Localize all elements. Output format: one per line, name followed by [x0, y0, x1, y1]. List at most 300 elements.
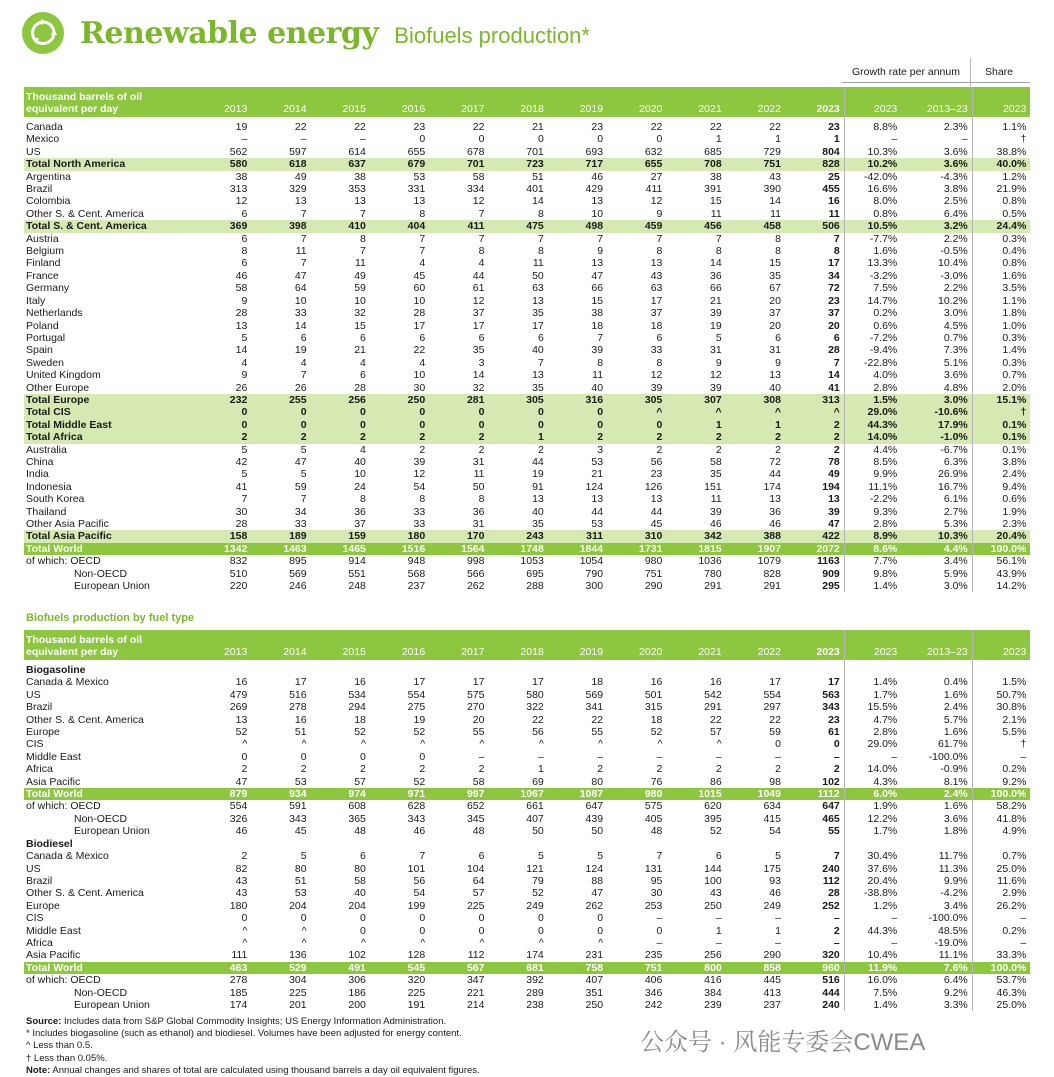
table-row — [24, 307, 1030, 319]
row-label: Europe — [26, 726, 60, 739]
renewable-recycle-icon — [22, 12, 64, 54]
value-cell: 58 — [354, 874, 366, 887]
value-cell: 58 — [472, 170, 485, 183]
year-header: 2013 — [192, 87, 251, 117]
value-cell: 7 — [478, 207, 485, 220]
table-row — [24, 900, 1030, 912]
value-cell: 0 — [488, 406, 547, 418]
year-header: 2016 — [370, 87, 429, 117]
value-cell: 22 — [709, 121, 722, 133]
value-cell: 98 — [769, 775, 781, 788]
growth-header: 2013–23 — [901, 87, 972, 117]
value-cell: ^ — [598, 738, 604, 751]
value-cell: 19 — [235, 121, 248, 133]
value-cell: 0 — [370, 406, 429, 418]
value-cell: 13 — [591, 195, 604, 208]
value-cell — [370, 664, 429, 676]
value-cell: ^ — [716, 738, 722, 751]
value-cell: 33 — [294, 307, 307, 320]
value-cell: 5 — [715, 331, 722, 344]
row-label: CIS — [26, 738, 44, 751]
growth-cell: 44.3% — [844, 925, 901, 937]
table-row — [24, 332, 1030, 344]
total-row — [24, 431, 1030, 443]
growth-cell: 14.0% — [844, 763, 901, 775]
value-cell: 238 — [526, 998, 544, 1011]
value-cell: 11 — [473, 468, 485, 481]
source-label: Source: — [26, 1016, 62, 1027]
value-cell: 0 — [478, 924, 485, 937]
value-cell: 618 — [251, 158, 310, 170]
year-header: 2018 — [488, 87, 547, 117]
growth-cell: 4.3% — [844, 776, 901, 788]
table-row — [24, 726, 1030, 738]
value-cell: 11 — [828, 207, 840, 220]
year-header: 2022 — [726, 87, 785, 117]
growth-cell: 5.9% — [943, 567, 968, 580]
value-cell: 1 — [488, 431, 547, 443]
value-cell: 262 — [585, 899, 604, 912]
row-label: Total Europe — [24, 394, 192, 406]
value-cell: 6 — [300, 331, 307, 344]
growth-cell: 1.8% — [943, 825, 968, 838]
value-cell: 4 — [241, 356, 248, 369]
value-cell: 679 — [370, 158, 429, 170]
value-cell: 35 — [532, 518, 544, 530]
value-cell: 7 — [537, 356, 544, 369]
value-cell: 591 — [289, 800, 307, 813]
share-cell: 2.1% — [972, 714, 1030, 726]
value-cell: 21 — [354, 344, 366, 357]
value-cell: 0 — [478, 912, 485, 925]
value-cell: 7 — [360, 207, 366, 220]
value-cell: 307 — [666, 394, 725, 406]
value-cell: 2 — [656, 443, 663, 456]
value-cell: 647 — [585, 800, 604, 813]
growth-cell: 6.4% — [943, 974, 968, 987]
value-cell: 44 — [472, 269, 485, 282]
value-cell: 895 — [289, 555, 307, 568]
growth-cell: 6.3% — [943, 455, 968, 468]
row-label: Indonesia — [26, 480, 72, 493]
value-cell: – — [715, 750, 722, 763]
table-row — [24, 344, 1030, 356]
value-cell: 16 — [294, 713, 307, 726]
growth-cell — [844, 664, 901, 676]
value-cell: 13 — [591, 493, 604, 506]
value-cell: 6 — [478, 331, 485, 344]
value-cell: 28 — [235, 518, 248, 530]
share-cell: 15.1% — [972, 394, 1030, 406]
value-cell: 5 — [775, 850, 781, 863]
value-cell: 6 — [833, 331, 840, 344]
value-cell: 8 — [360, 493, 366, 506]
row-label: Non-OECD — [74, 567, 128, 580]
value-cell: 948 — [407, 555, 426, 568]
value-cell: 13 — [354, 195, 366, 208]
growth-cell: 11.7% — [938, 850, 968, 863]
table-row — [24, 468, 1030, 480]
value-cell: 4 — [360, 443, 366, 456]
value-cell: 159 — [311, 530, 370, 542]
value-cell: 2 — [656, 763, 663, 776]
growth-cell: 26.9% — [937, 468, 968, 481]
value-cell: 501 — [644, 688, 663, 701]
value-cell: ^ — [420, 738, 426, 751]
value-cell: 9 — [656, 207, 663, 220]
value-cell: 39 — [650, 381, 663, 394]
table-row — [24, 444, 1030, 456]
row-label: Total Africa — [24, 431, 192, 443]
share-cell: 9.2% — [972, 776, 1030, 788]
growth-cell: 9.8% — [844, 568, 901, 580]
value-cell: 0 — [311, 406, 370, 418]
value-cell: 50 — [472, 480, 485, 493]
year-header: 2018 — [488, 630, 547, 660]
value-cell: 566 — [466, 567, 485, 580]
value-cell: 40 — [354, 887, 366, 900]
value-cell: 12 — [650, 195, 663, 208]
value-cell: 2 — [833, 924, 840, 937]
value-cell: 23 — [828, 294, 840, 307]
value-cell: 37 — [650, 307, 663, 320]
value-cell: ^ — [242, 738, 248, 751]
value-cell: 58 — [709, 455, 722, 468]
table-header-row — [24, 87, 1030, 117]
growth-cell: 1.7% — [844, 689, 901, 701]
row-label: Other Asia Pacific — [26, 518, 109, 530]
biofuels-production-table — [24, 87, 1030, 592]
value-cell: 53 — [413, 170, 426, 183]
share-cell: 2.9% — [972, 887, 1030, 899]
share-cell: 11.6% — [972, 875, 1030, 887]
table-row — [24, 270, 1030, 282]
value-cell: 5 — [241, 443, 248, 456]
value-cell: 22 — [650, 121, 663, 133]
growth-cell: 1.7% — [844, 825, 901, 837]
value-cell: 144 — [704, 862, 722, 875]
value-cell: 7 — [300, 207, 307, 220]
value-cell: 17 — [472, 319, 485, 332]
value-cell: 10 — [294, 294, 307, 307]
value-cell: 7 — [833, 232, 840, 245]
value-cell: 36 — [472, 505, 485, 518]
share-label: Share — [984, 66, 1014, 78]
value-cell: 174 — [763, 480, 781, 493]
growth-cell: 1.6% — [943, 726, 968, 739]
value-cell: 1 — [715, 133, 722, 146]
value-cell: 351 — [585, 986, 604, 999]
table-row — [24, 776, 1030, 788]
share-cell: 0.1% — [972, 431, 1030, 443]
growth-cell: 9.3% — [844, 506, 901, 518]
value-cell — [192, 838, 251, 850]
value-cell: 334 — [466, 183, 485, 196]
row-label: Italy — [26, 294, 46, 307]
value-cell: 49 — [354, 269, 366, 282]
growth-cell: -4.2% — [940, 887, 968, 900]
value-cell: 225 — [289, 986, 307, 999]
value-cell: 48 — [650, 825, 663, 838]
value-cell: 4 — [360, 356, 366, 369]
growth-cell: 16.0% — [844, 974, 901, 986]
growth-cell: 8.1% — [943, 775, 968, 788]
value-cell: 22 — [413, 344, 426, 357]
value-cell: 23 — [828, 121, 840, 133]
value-cell: 391 — [704, 183, 722, 196]
value-cell: 18 — [650, 319, 663, 332]
table-row — [24, 580, 1030, 592]
value-cell: 22 — [709, 713, 722, 726]
value-cell: 13 — [413, 195, 426, 208]
value-cell: – — [656, 750, 663, 763]
page-header — [22, 8, 590, 58]
year-header: 2019 — [548, 87, 607, 117]
value-cell: 8 — [537, 207, 544, 220]
value-cell: 306 — [348, 974, 366, 987]
value-cell: 7 — [300, 369, 307, 382]
value-cell: – — [537, 750, 544, 763]
value-cell: 63 — [532, 282, 544, 295]
value-cell: 0 — [775, 738, 781, 751]
value-cell: ^ — [657, 738, 663, 751]
value-cell: 498 — [548, 220, 607, 232]
value-cell: 8 — [360, 232, 366, 245]
value-cell: 28 — [235, 307, 248, 320]
row-label: Canada & Mexico — [26, 850, 109, 863]
share-cell: 0.3% — [972, 233, 1030, 245]
value-cell: 0 — [478, 133, 485, 146]
value-cell: 112 — [822, 874, 840, 887]
value-cell: 24 — [354, 480, 366, 493]
value-cell: 13 — [235, 713, 248, 726]
value-cell: 7 — [300, 232, 307, 245]
value-cell: 0 — [656, 133, 663, 146]
value-cell: 275 — [407, 701, 426, 714]
value-cell: 980 — [644, 555, 663, 568]
value-cell: 614 — [348, 145, 366, 158]
value-cell: 50 — [532, 269, 544, 282]
growth-cell: 5.7% — [943, 713, 968, 726]
share-cell: – — [972, 912, 1030, 924]
value-cell — [548, 664, 607, 676]
value-cell: 22 — [591, 713, 604, 726]
unit-header: Thousand barrels of oil equivalent per day — [24, 630, 192, 660]
value-cell: 2 — [251, 431, 310, 443]
value-cell: 1049 — [726, 788, 785, 800]
value-cell: ^ — [301, 924, 307, 937]
value-cell: 18 — [354, 713, 366, 726]
value-cell: 128 — [407, 949, 426, 962]
value-cell: 1163 — [816, 555, 840, 568]
growth-cell: 7.7% — [844, 555, 901, 567]
value-cell: 47 — [294, 455, 307, 468]
value-cell: 909 — [822, 567, 840, 580]
value-cell: 191 — [407, 998, 426, 1011]
value-cell: 347 — [466, 974, 485, 987]
growth-cell: 10.2% — [844, 158, 901, 170]
share-cell: 33.3% — [972, 949, 1030, 961]
growth-cell: 16.7% — [937, 480, 968, 493]
year-header: 2023 — [785, 87, 844, 117]
value-cell: 1036 — [698, 555, 722, 568]
value-cell: – — [775, 936, 781, 949]
value-cell: 34 — [294, 505, 307, 518]
growth-cell: – — [961, 133, 968, 146]
value-cell — [488, 838, 547, 850]
row-label: Canada & Mexico — [26, 676, 109, 689]
value-cell: 36 — [769, 505, 781, 518]
total-row — [24, 158, 1030, 170]
growth-cell: 0.8% — [844, 208, 901, 220]
value-cell: 185 — [229, 986, 248, 999]
value-cell: 43 — [235, 874, 248, 887]
value-cell: 345 — [466, 812, 485, 825]
value-cell: 0 — [192, 406, 251, 418]
value-cell: 7 — [833, 356, 840, 369]
value-cell: 214 — [466, 998, 485, 1011]
row-label: Other S. & Cent. America — [26, 207, 144, 220]
value-cell: 33 — [294, 518, 307, 530]
growth-cell: 10.5% — [844, 220, 901, 232]
value-cell: 7 — [419, 245, 426, 258]
value-cell: 43 — [709, 887, 722, 900]
value-cell: 22 — [532, 713, 544, 726]
value-cell: 36 — [354, 505, 366, 518]
value-cell: 41 — [828, 381, 840, 394]
value-cell: 58 — [235, 282, 248, 295]
value-cell: 320 — [822, 949, 840, 962]
value-cell: 21 — [532, 121, 544, 133]
value-cell: 23 — [413, 121, 426, 133]
value-cell: 5 — [300, 468, 307, 481]
value-cell: 21 — [591, 468, 604, 481]
value-cell: 281 — [429, 394, 488, 406]
value-cell: 52 — [354, 726, 366, 739]
value-cell: 580 — [526, 688, 544, 701]
value-cell: 2 — [537, 443, 544, 456]
growth-cell: 1.4% — [844, 999, 901, 1011]
value-cell: 20 — [828, 319, 840, 332]
value-cell: 346 — [644, 986, 663, 999]
value-cell: 2 — [478, 443, 485, 456]
value-cell: 828 — [785, 158, 844, 170]
growth-cell: 13.3% — [844, 257, 901, 269]
value-cell: 13 — [532, 369, 544, 382]
value-cell: 52 — [413, 726, 426, 739]
row-label: South Korea — [26, 493, 85, 506]
value-cell: 250 — [585, 998, 604, 1011]
row-label: Total World — [24, 788, 192, 800]
value-cell: 18 — [591, 676, 604, 689]
value-cell: 5 — [300, 850, 307, 863]
value-cell: 19 — [709, 319, 722, 332]
value-cell: 7 — [656, 232, 663, 245]
value-cell: 13 — [532, 493, 544, 506]
value-cell: 2 — [715, 443, 722, 456]
growth-cell: 4.4% — [844, 444, 901, 456]
value-cell: 300 — [585, 580, 604, 593]
value-cell: 49 — [828, 468, 840, 481]
value-cell: 40 — [769, 381, 781, 394]
value-cell: 16 — [650, 676, 663, 689]
growth-cell: 9.2% — [943, 986, 968, 999]
value-cell: 21 — [709, 294, 722, 307]
value-cell: 46 — [769, 518, 781, 530]
value-cell: 174 — [229, 998, 248, 1011]
value-cell: 2 — [429, 431, 488, 443]
footnote-dagger: † Less than 0.05%. — [26, 1052, 108, 1064]
value-cell: 1079 — [757, 555, 781, 568]
row-label: Total World — [24, 962, 192, 974]
growth-cell: 1.4% — [844, 676, 901, 688]
growth-cell: 2.8% — [844, 726, 901, 738]
share-cell: 1.1% — [972, 295, 1030, 307]
value-cell: 20 — [472, 713, 485, 726]
value-cell: 0 — [656, 924, 663, 937]
value-cell: 20 — [769, 294, 781, 307]
value-cell: 40 — [591, 381, 604, 394]
share-cell: 56.1% — [972, 555, 1030, 567]
value-cell: 463 — [192, 962, 251, 974]
value-cell: 410 — [311, 220, 370, 232]
table-row — [24, 146, 1030, 158]
value-cell: 86 — [709, 775, 722, 788]
value-cell: 28 — [354, 381, 366, 394]
value-cell: 506 — [785, 220, 844, 232]
value-cell: 31 — [472, 455, 485, 468]
value-cell: 43 — [769, 170, 781, 183]
value-cell: 45 — [294, 825, 307, 838]
value-cell: 445 — [763, 974, 781, 987]
value-cell: 7 — [833, 850, 840, 863]
value-cell: 175 — [763, 862, 781, 875]
value-cell: 316 — [548, 394, 607, 406]
value-cell: 0 — [360, 750, 366, 763]
value-cell: 7 — [597, 331, 604, 344]
page-title: Renewable energy — [80, 15, 379, 51]
growth-cell: -38.8% — [844, 887, 901, 899]
value-cell: 39 — [709, 381, 722, 394]
value-cell: 7 — [597, 232, 604, 245]
share-cell: 0.7% — [972, 850, 1030, 862]
value-cell: 253 — [644, 899, 663, 912]
value-cell: 2 — [775, 763, 781, 776]
value-cell: 2 — [241, 763, 248, 776]
value-cell: – — [715, 936, 722, 949]
value-cell: 256 — [311, 394, 370, 406]
growth-cell: 29.0% — [844, 738, 901, 750]
row-label: Non-OECD — [74, 812, 128, 825]
value-cell: 758 — [548, 962, 607, 974]
row-label: Asia Pacific — [26, 775, 81, 788]
value-cell: 15 — [769, 257, 781, 270]
value-cell: 960 — [785, 962, 844, 974]
value-cell: 43 — [235, 887, 248, 900]
value-cell: 37 — [828, 307, 840, 320]
growth-cell: 8.9% — [844, 530, 901, 542]
value-cell: 49 — [294, 170, 307, 183]
value-cell: 295 — [822, 580, 840, 593]
share-cell: 4.9% — [972, 825, 1030, 837]
value-cell: 31 — [472, 518, 485, 530]
value-cell: 2 — [419, 763, 426, 776]
value-cell: 529 — [251, 962, 310, 974]
table-row — [24, 133, 1030, 145]
value-cell: 0 — [300, 912, 307, 925]
value-cell: 64 — [472, 874, 485, 887]
value-cell — [429, 664, 488, 676]
